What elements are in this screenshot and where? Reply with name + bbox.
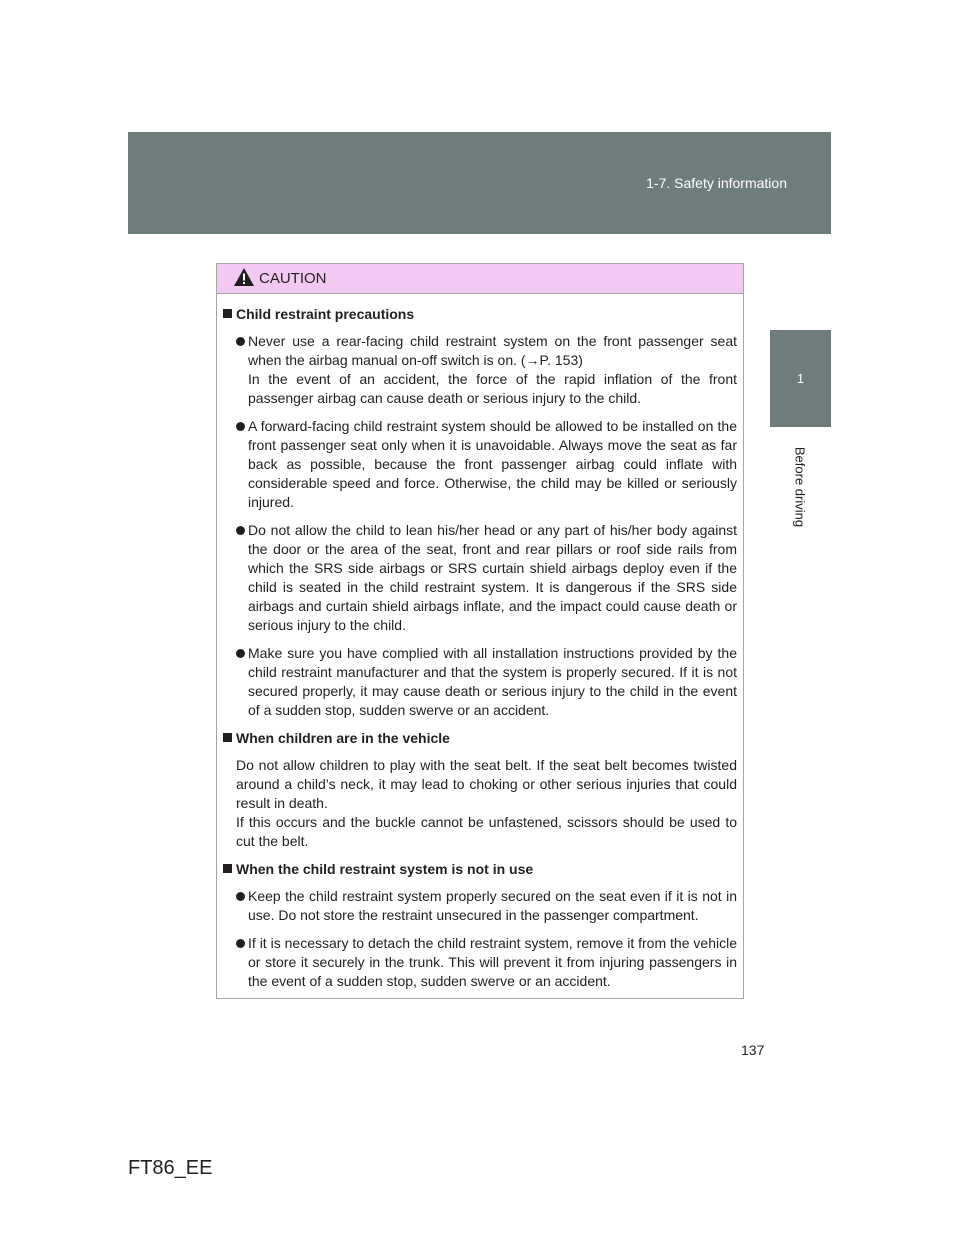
bullet-text: If it is necessary to detach the child restraint system, remove it from the vehicle or store it securely in the trunk. This will prevent it from injuring passengers in the event of a sudden stop, sudden swerve or an accident. <box>248 935 737 989</box>
section-heading: When children are in the vehicle <box>223 729 737 748</box>
chapter-tab: 1 <box>770 330 831 427</box>
paragraph-text: Do not allow children to play with the seat belt. If the seat belt becomes twisted around a child’s neck, it may lead to choking or other serious injuries that could result in death. <box>236 757 737 811</box>
paragraph-text: If this occurs and the buckle cannot be unfastened, scissors should be used to cut the belt. <box>236 814 737 849</box>
chapter-label: Before driving <box>792 446 808 528</box>
section-heading: When the child restraint system is not in use <box>223 860 737 879</box>
page-number: 137 <box>741 1042 765 1058</box>
section-title: 1-7. Safety information <box>646 175 787 191</box>
bullet-item <box>223 934 737 991</box>
document-code: FT86_EE <box>128 1157 213 1179</box>
bullet-dot-icon <box>236 422 245 431</box>
bullet-text: In the event of an accident, the force of the rapid inflation of the front passenger airbag can cause death or serious injury to the child. <box>248 371 737 406</box>
square-bullet-icon <box>223 864 232 873</box>
caution-body <box>217 294 743 991</box>
bullet-dot-icon <box>236 892 245 901</box>
square-bullet-icon <box>223 309 232 318</box>
bullet-text: Make sure you have complied with all installation instructions provided by the child restraint manufacturer and that the system is properly secured. If it is not secured properly, it may cause death or serious injury to the child in the event of a sudden stop, sudden swerve or an accident. <box>248 645 737 718</box>
bullet-item <box>223 644 737 720</box>
caution-title: CAUTION <box>259 270 327 287</box>
paragraph <box>223 756 737 851</box>
caution-header <box>217 264 743 294</box>
bullet-dot-icon <box>236 337 245 346</box>
square-bullet-icon <box>223 733 232 742</box>
bullet-dot-icon <box>236 526 245 535</box>
bullet-item <box>223 887 737 925</box>
caution-box <box>216 263 744 999</box>
bullet-text: Never use a rear-facing child restraint system on the front passenger seat when the airbag manual on-off switch is on. (→P. 153) <box>248 333 737 368</box>
bullet-text: A forward-facing child restraint system should be allowed to be installed on the front passenger seat only when it is unavoidable. Always move the seat as far back as possible, because the front passenger airbag could inflate with considerable speed and force. Otherwise, the child may be killed or seriously injured. <box>248 418 737 510</box>
bullet-text: Keep the child restraint system properly secured on the seat even if it is not in use. Do not store the restraint unsecured in the passenger compartment. <box>248 888 737 923</box>
section-header-band <box>128 132 831 234</box>
bullet-dot-icon <box>236 939 245 948</box>
bullet-text: Do not allow the child to lean his/her head or any part of his/her body against the door or the area of the seat, front and rear pillars or roof side rails from which the SRS side airbags or SRS curtain shield airbags deploy even if the child is seated in the child restraint system. It is dangerous if the SRS side airbags and curtain shield airbags inflate, and the impact could cause death or serious injury to the child. <box>248 522 737 633</box>
section-heading: Child restraint precautions <box>223 305 737 324</box>
bullet-item <box>223 521 737 635</box>
bullet-item <box>223 417 737 512</box>
bullet-dot-icon <box>236 649 245 658</box>
warning-triangle-icon <box>233 267 255 287</box>
bullet-item <box>223 332 737 408</box>
